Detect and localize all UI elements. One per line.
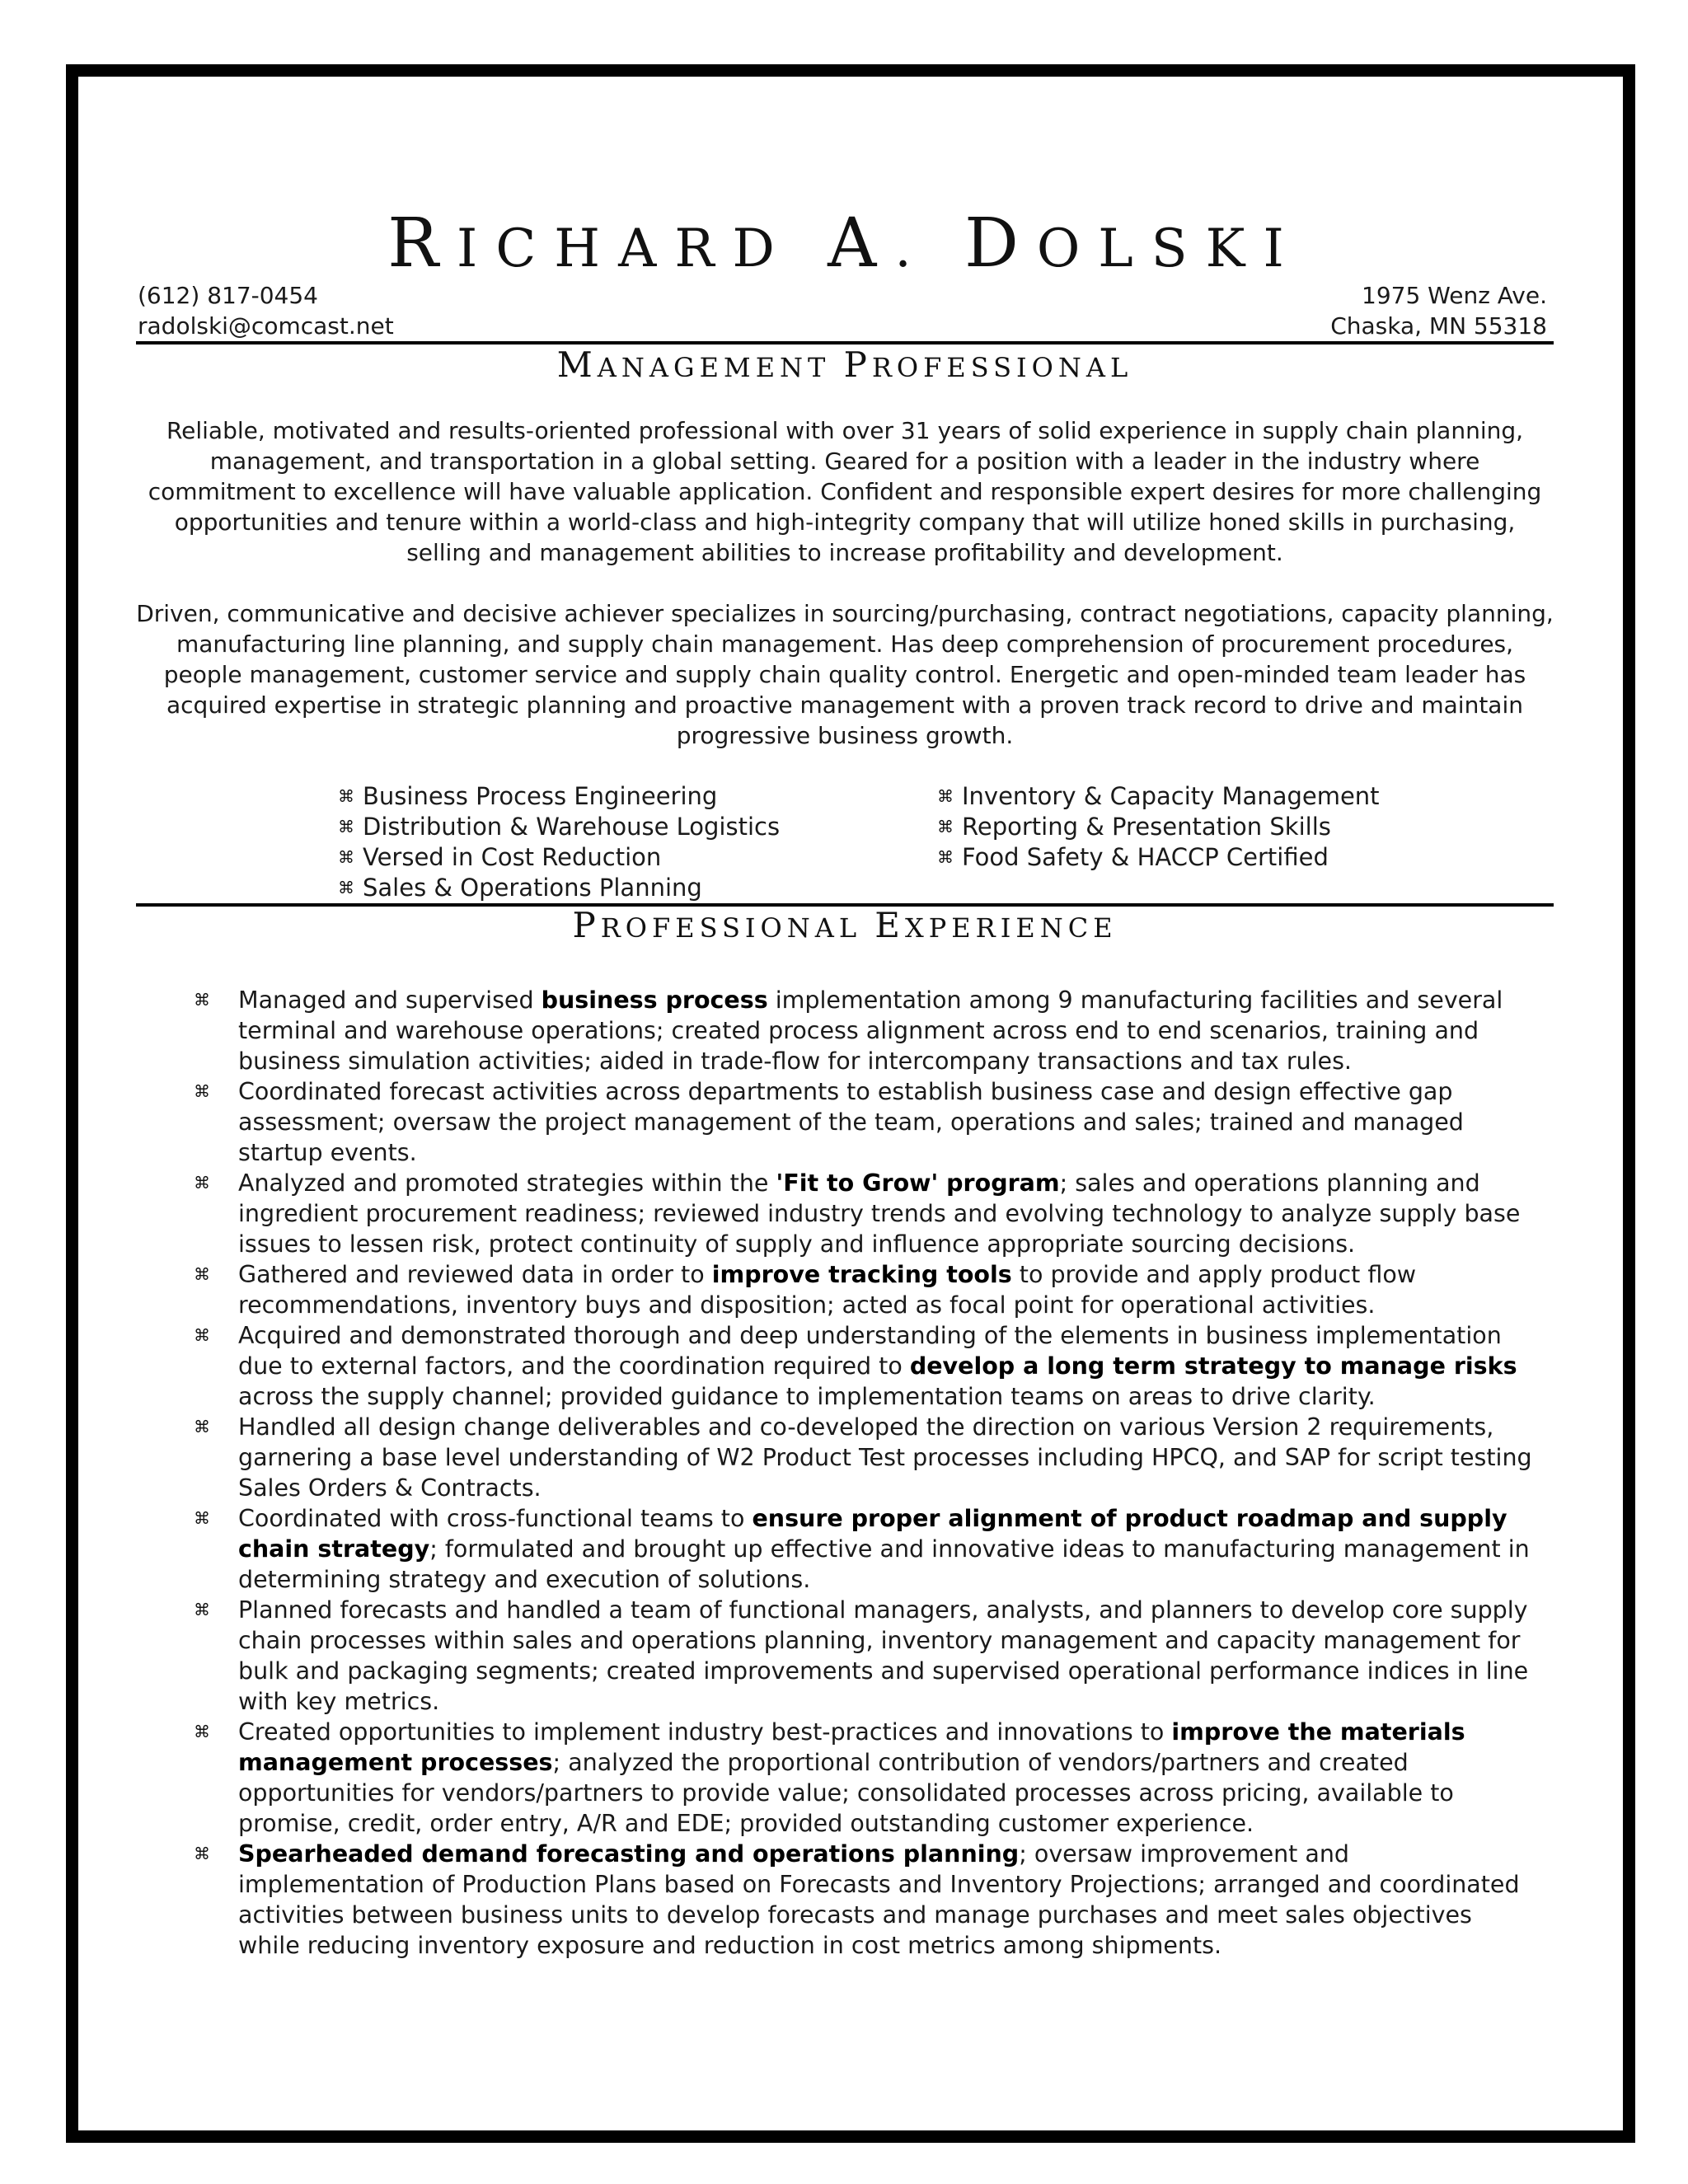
highlight-text: develop a long term strategy to manage risks (909, 1352, 1517, 1380)
star-bullet-icon: ⌘ (338, 817, 354, 837)
item-text: Created opportunities to implement industry best-practices and innovations to (238, 1718, 1172, 1746)
skill-item (937, 812, 1380, 842)
heading-initial: M (556, 344, 598, 385)
highlight-text: Spearheaded demand forecasting and operations planning (238, 1840, 1020, 1868)
heading-rest: XPERIENCE (904, 912, 1118, 944)
item-text: ; sales and operations planning and ingredient procurement readiness; reviewed industry trends and evolving technology to analyze supply base issues to lessen risk, protect continuity of supply and influence appropriate sourcing decisions. (238, 1169, 1521, 1258)
star-bullet-icon: ⌘ (338, 786, 354, 806)
item-text: Coordinated with cross-functional teams to (238, 1505, 753, 1532)
address-street: 1975 Wenz Ave. (1362, 282, 1547, 309)
item-text: Gathered and reviewed data in order to (238, 1261, 712, 1288)
heading-rest: ROFESSIONAL (600, 912, 875, 944)
phone-number: (612) 817-0454 (138, 282, 318, 309)
name-initial: A (828, 204, 895, 283)
skill-label: Distribution & Warehouse Logistics (363, 813, 781, 841)
item-text: across the supply channel; provided guidance to implementation teams on areas to drive clarity. (238, 1383, 1376, 1410)
item-text: Handled all design change deliverables and co-developed the direction on various Version 2 requirements, garnering a base level understanding of W2 Product Test processes including HPCQ, and SAP for script testing Sales Orders & Contracts. (238, 1413, 1532, 1502)
name-rest: ICHARD (457, 218, 828, 279)
skill-label: Food Safety & HACCP Certified (962, 843, 1329, 871)
skill-item (338, 842, 780, 873)
star-bullet-icon: ⌘ (194, 1417, 210, 1436)
item-text: ; formulated and brought up effective and innovative ideas to manufacturing management in determining strategy and execution of solutions. (238, 1535, 1530, 1593)
heading-initial: P (843, 344, 872, 385)
star-bullet-icon: ⌘ (937, 847, 954, 867)
item-text: Acquired and demonstrated thorough and deep understanding of the elements in business implementation due to external factors, and the coordination required to (238, 1322, 1502, 1380)
skill-label: Sales & Operations Planning (363, 874, 702, 902)
star-bullet-icon: ⌘ (194, 1325, 210, 1345)
heading-initial: P (572, 905, 601, 945)
experience-item (136, 1076, 1554, 1168)
experience-item (136, 1168, 1554, 1259)
experience-item (136, 1412, 1554, 1503)
star-bullet-icon: ⌘ (194, 1508, 210, 1528)
item-text: ; oversaw improvement and implementation of Production Plans based on Forecasts and Inventory Projections; arranged and coordinated activities between business units to develop forecasts and manage purchases and meet sales objectives while reducing inventory exposure and reduction in cost metrics among shipments. (238, 1840, 1520, 1959)
email-address[interactable]: radolski@comcast.net (138, 312, 394, 340)
star-bullet-icon: ⌘ (194, 990, 210, 1010)
summary-paragraph-2: Driven, communicative and decisive achiever specializes in sourcing/purchasing, contract negotiations, capacity planning, manufacturing line planning, and supply chain management. Has deep comprehension of procurement procedures, people management, customer service and supply chain quality control. Energetic and open-minded team leader has acquired expertise in strategic planning and proactive management with a proven track record to drive and maintain progressive business growth. (136, 600, 1554, 749)
candidate-name (136, 204, 1554, 283)
experience-item (136, 985, 1554, 1076)
star-bullet-icon: ⌘ (937, 786, 954, 806)
experience-item (136, 1259, 1554, 1320)
star-bullet-icon: ⌘ (194, 1722, 210, 1741)
contact-right (1330, 280, 1547, 341)
skill-item (338, 781, 780, 812)
skill-item (937, 842, 1380, 873)
item-text: Managed and supervised (238, 987, 542, 1014)
highlight-text: improve tracking tools (711, 1261, 1012, 1288)
highlight-text: business process (541, 987, 768, 1014)
item-text: to provide and apply product flow recommendations, inventory buys and disposition; acted as focal point for operational activities. (238, 1261, 1417, 1319)
star-bullet-icon: ⌘ (338, 847, 354, 867)
experience-list (136, 985, 1554, 1961)
skill-label: Versed in Cost Reduction (363, 843, 662, 871)
star-bullet-icon: ⌘ (338, 878, 354, 898)
skill-label: Inventory & Capacity Management (962, 782, 1380, 810)
item-text: Coordinated forecast activities across departments to establish business case and design effective gap assessment; oversaw the project management of the team, operations and sales; trained and managed startup events. (238, 1078, 1464, 1166)
name-rest: . (894, 218, 965, 279)
highlight-text: improve the materials management processes (238, 1718, 1465, 1776)
experience-heading (136, 905, 1554, 945)
star-bullet-icon: ⌘ (194, 1264, 210, 1284)
skills-list-left (338, 781, 780, 903)
contact-left (138, 280, 394, 341)
skill-label: Business Process Engineering (363, 782, 718, 810)
star-bullet-icon: ⌘ (937, 817, 954, 837)
item-text: Analyzed and promoted strategies within the (238, 1169, 776, 1197)
skill-item (338, 873, 780, 903)
heading-rest: ROFESSIONAL (871, 352, 1133, 383)
heading-initial: E (874, 905, 905, 945)
star-bullet-icon: ⌘ (194, 1173, 210, 1193)
heading-rest: ANAGEMENT (597, 352, 844, 383)
highlight-text: 'Fit to Grow' program (776, 1169, 1060, 1197)
experience-item (136, 1320, 1554, 1412)
name-initial: R (387, 204, 457, 283)
experience-item (136, 1839, 1554, 1961)
skill-label: Reporting & Presentation Skills (962, 813, 1331, 841)
experience-item (136, 1717, 1554, 1839)
highlight-text: ensure proper alignment of product roadmap and supply chain strategy (238, 1505, 1507, 1563)
name-initial: D (964, 204, 1037, 283)
experience-item (136, 1503, 1554, 1595)
skills-list-right (937, 781, 1380, 873)
item-text: Planned forecasts and handled a team of functional managers, analysts, and planners to develop core supply chain processes within sales and operations planning, inventory management and capacity management for bulk and packaging segments; created improvements and supervised operational performance indices in line with key metrics. (238, 1596, 1529, 1715)
skill-item (338, 812, 780, 842)
star-bullet-icon: ⌘ (194, 1081, 210, 1101)
star-bullet-icon: ⌘ (194, 1600, 210, 1619)
skill-item (937, 781, 1380, 812)
summary-paragraph-1: Reliable, motivated and results-oriented professional with over 31 years of solid experience in supply chain planning, management, and transportation in a global setting. Geared for a position with a leader in the industry where commitment to excellence will have valuable application. Confident and responsible expert desires for more challenging opportunities and tenure within a world-class and high-integrity company that will utilize honed skills in purchasing, selling and management abilities to increase profitability and development. (148, 417, 1542, 566)
address-city: Chaska, MN 55318 (1330, 312, 1547, 340)
summary-heading (136, 344, 1554, 385)
name-rest: OLSKI (1036, 218, 1302, 279)
experience-item (136, 1595, 1554, 1717)
item-text: ; analyzed the proportional contribution of vendors/partners and created opportunities for vendors/partners to provide value; consolidated processes across pricing, available to promise, credit, order entry, A/R and EDE; provided outstanding customer experience. (238, 1749, 1454, 1837)
item-text: implementation among 9 manufacturing facilities and several terminal and warehouse operations; created process alignment across end to end scenarios, training and business simulation activities; aided in trade-flow for intercompany transactions and tax rules. (238, 987, 1503, 1075)
star-bullet-icon: ⌘ (194, 1844, 210, 1863)
